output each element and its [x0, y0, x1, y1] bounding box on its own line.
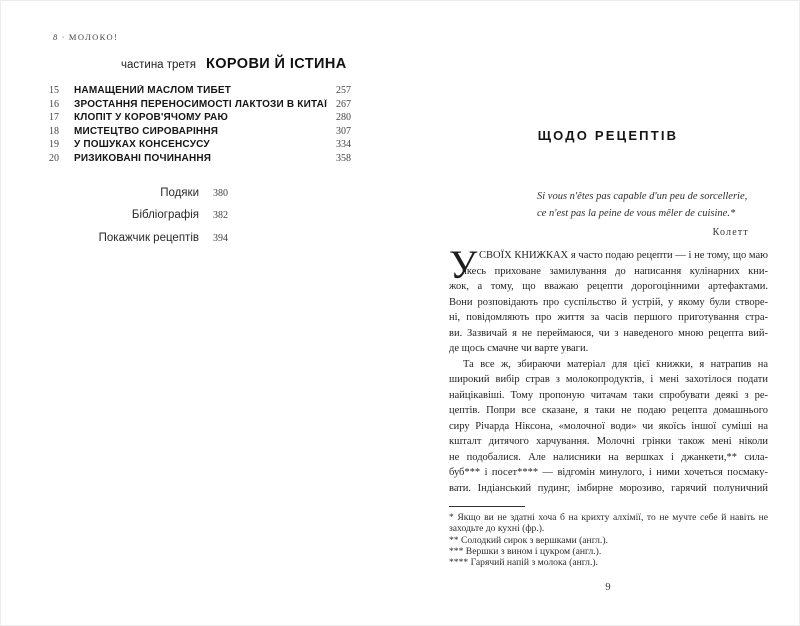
table-of-contents — [44, 85, 351, 167]
backmatter-entry — [49, 232, 228, 254]
toc-chapter-number: 19 — [49, 139, 59, 151]
body-line: СВОЇХ КНИЖКАХ я часто подаю рецепти — і не тому, що маю — [479, 250, 768, 261]
backmatter-entry — [49, 187, 228, 209]
body-line: не подобалися. Але налисники на вершках і джанкети,** сила- — [449, 451, 768, 463]
toc-chapter-number: 15 — [49, 85, 59, 96]
running-head — [53, 32, 118, 42]
body-line: якесь приховане замилування до написання кулінарних кни- — [462, 265, 768, 277]
epigraph-attribution: Колетт — [712, 227, 749, 238]
body-line: Та все ж, збираючи матеріал для цієї книжки, я натрапив на — [463, 358, 768, 370]
toc-entry — [44, 85, 351, 99]
toc-page-number: 280 — [336, 112, 351, 124]
toc-entry — [44, 126, 351, 140]
toc-chapter-number: 20 — [49, 152, 59, 164]
running-head-folio: 8 — [53, 32, 59, 42]
toc-page-number: 307 — [336, 125, 351, 137]
toc-chapter-title: ЗРОСТАННЯ ПЕРЕНОСИМОСТІ ЛАКТОЗИ В КИТАЇ — [74, 98, 328, 110]
footnote-line: заходьте до кухні (фр.). — [449, 523, 545, 535]
epigraph — [537, 189, 749, 242]
toc-chapter-number: 16 — [49, 98, 59, 110]
footnote-divider — [449, 506, 525, 507]
epigraph-line: Si vous n'êtes pas capable d'un peu de sorcellerie, — [537, 191, 748, 202]
backmatter-page-number: 394 — [213, 232, 228, 244]
toc-chapter-title: У ПОШУКАХ КОНСЕНСУСУ — [74, 139, 210, 151]
body-line: ви. Зазвичай я не переймаюся, чи з наведеного мною рецепта вий- — [449, 327, 768, 339]
backmatter-label: Бібліографія — [131, 209, 199, 222]
epigraph-line: ce n'est pas la peine de vous mêler de cuisine.* — [537, 207, 736, 219]
toc-chapter-number: 17 — [49, 112, 59, 124]
backmatter-list — [49, 187, 228, 254]
body-line: жок, а тому, що вважаю рецепти дорогоцінними артефактами. — [449, 281, 768, 292]
body-text — [449, 242, 768, 496]
toc-chapter-title: РИЗИКОВАНІ ПОЧИНАННЯ — [74, 152, 212, 164]
toc-entry — [44, 112, 351, 126]
footnote-line: * Якщо ви не здатні хоча б на крихту алхімії, то не мучте себе й навіть не — [449, 512, 768, 523]
toc-chapter-title: МИСТЕЦТВО СИРОВАРІННЯ — [74, 125, 219, 137]
backmatter-page-number: 382 — [213, 210, 228, 222]
backmatter-entry — [49, 209, 228, 231]
body-line: широкий вибір страв з молокопродуктів, і мені захотілося подати — [449, 374, 768, 385]
toc-page-number: 334 — [336, 139, 351, 151]
body-line: де щось смачне чи варте уваги. — [449, 343, 589, 354]
body-line: ні, повідомляють про життя за часів першого приготування стра- — [449, 312, 768, 323]
toc-page-number: 257 — [336, 85, 351, 96]
body-line: сиру Річарда Ніксона, «молочної води» чи якоїсь іншої суміші на — [449, 420, 768, 432]
part-heading — [121, 55, 347, 73]
body-line: Вони розповідають про суспільство й устрій, у якому були створе- — [449, 296, 768, 308]
toc-page-number: 358 — [336, 152, 351, 164]
running-head-separator: · — [61, 32, 66, 42]
toc-chapter-title: НАМАЩЕНИЙ МАСЛОМ ТИБЕТ — [74, 85, 232, 96]
toc-entry — [44, 99, 351, 113]
toc-chapter-title: КЛОПІТ У КОРОВ'ЯЧОМУ РАЮ — [74, 112, 228, 124]
toc-page-number: 267 — [336, 98, 351, 110]
part-title: КОРОВИ Й ІСТИНА — [205, 56, 347, 72]
body-line: буб*** і посет**** — відгомін минулого, і ними хочеться посмаку- — [449, 467, 768, 478]
body-line: кшталт дитячого харчування. Молочні грінки також мені ніколи — [449, 436, 768, 447]
backmatter-page-number: 380 — [213, 188, 228, 199]
toc-chapter-number: 18 — [49, 125, 59, 137]
footnote-line: ** Солодкий сирок з вершками (англ.). — [449, 534, 608, 546]
page-number: 9 — [605, 582, 611, 593]
running-head-book-title: МОЛОКО! — [68, 32, 119, 42]
body-line: вати. Індіанський пудинг, імбирне морозиво, гарячий полуничний — [449, 482, 768, 494]
drop-cap: У — [449, 242, 478, 287]
backmatter-label: Подяки — [160, 187, 199, 199]
toc-entry — [44, 153, 351, 167]
part-kicker: частина третя — [121, 59, 196, 71]
footnote-line: **** Гарячий напій з молока (англ.). — [449, 557, 598, 569]
footnotes — [449, 512, 768, 568]
body-line: цептів. Попри все сказане, я таки не подаю рецепта домашнього — [449, 405, 768, 416]
body-line: найцікавіші. Тому пропоную читачам таки спробувати деякі з ре- — [449, 389, 768, 401]
backmatter-label: Покажчик рецептів — [98, 231, 199, 244]
footnote-line: *** Вершки з вином і цукром (англ.). — [449, 545, 602, 557]
toc-entry — [44, 139, 351, 153]
chapter-title: ЩОДО РЕЦЕПТІВ — [537, 128, 679, 143]
